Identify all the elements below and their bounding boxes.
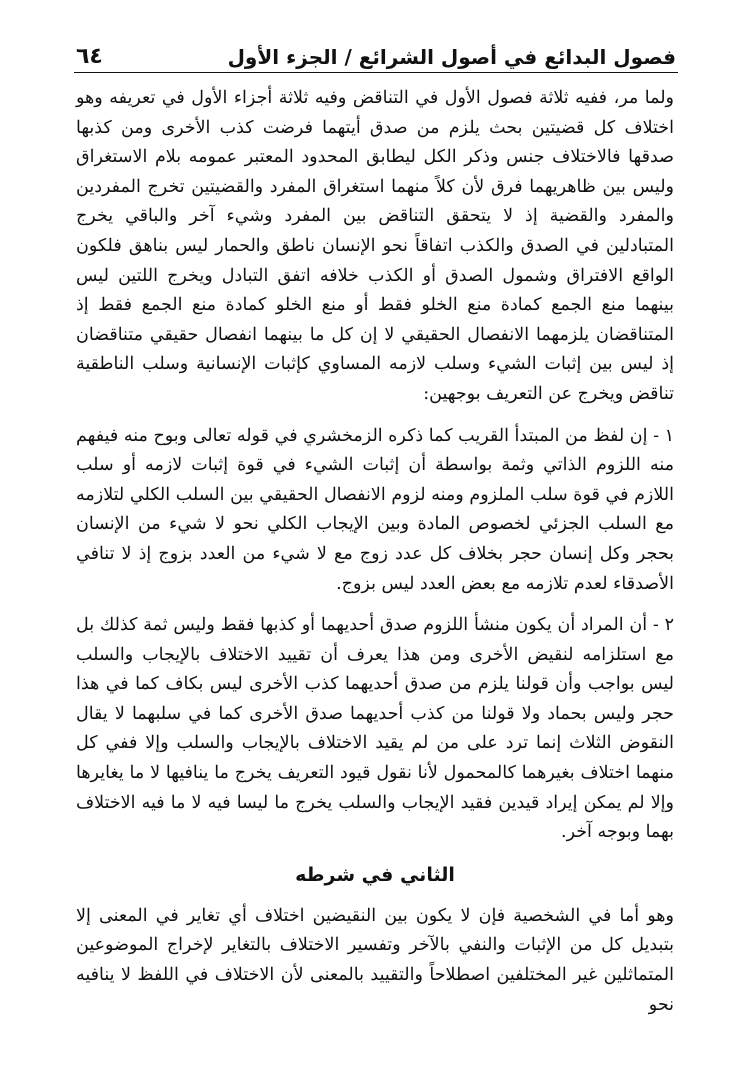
paragraph-point-1: ١ - إن لفظ من المبتدأ القريب كما ذكره الزمخشري في قوله تعالى وبوح منه فيفهم منه اللزوم الذاتي وثمة بواسطة أن إثبات الشيء في قوة إثبات لازمه أو سلب اللازم في قوة سلب الملزوم ومنه لزوم الانفصال الحقيقي بين السلب الكلي لتلازمه مع السلب الجزئي لخصوص المادة وبين الإيجاب الكلي نحو لا شيء من الإنسان بحجر وكل إنسان حجر بخلاف كل عدد زوج مع لا شيء من العدد بزوج إذ لا تنافي الأصدقاء لعدم تلازمه مع بعض العدد ليس بزوج. — [76, 425, 674, 594]
page-header — [76, 26, 676, 72]
page-number: ٦٤ — [76, 44, 103, 69]
paragraph-point-2: ٢ - أن المراد أن يكون منشأ اللزوم صدق أحديهما أو كذبها فقط وليس ثمة كذلك بل مع استلزامه لنقيض الأخرى ومن هذا يعرف أن تقييد الاختلاف بالإيجاب والسلب ليس بواجب وأن قولنا يلزم من صدق أحديهما كذب الأخرى ليس بكاف كما في هذا حجر وليس بحماد ولا قولنا من كذب أحديهما صدق الأخرى كما في سلبهما لا يقال النقوض الثلاث إنما ترد على من لم يقيد الاختلاف بالإيجاب والسلب وإلا ففي كل منهما اختلاف بغيرهما كالمحمول لأنا نقول قيود التعريف يخرج ما ينافيها لا ما يغايرها وإلا لم يمكن إيراد قيدين فقيد الإيجاب والسلب يخرج ما ليسا فيه لا ما فيه الاختلاف بهما وبوجه آخر. — [76, 615, 674, 843]
header-rule — [74, 72, 678, 73]
paragraph-section-start: وهو أما في الشخصية فإن لا يكون بين النقيضين اختلاف أي تغاير في المعنى إلا بتبديل كل من الإثبات والنفي بالآخر وتفسير الاختلاف بالتغاير لإخراج الموضوعين المتماثلين غير المختلفين اصطلاحاً والتقييد بالمعنى لأن الاختلاف في اللفظ لا ينافيه نحو — [76, 905, 674, 1015]
page-body — [76, 84, 674, 1032]
running-head: فصول البدائع في أصول الشرائع / الجزء الأول — [227, 45, 676, 69]
section-title: الثاني في شرطه — [295, 863, 455, 886]
paragraph-intro: ولما مر، ففيه ثلاثة فصول الأول في التناقض وفيه ثلاثة أجزاء الأول في تعريفه وهو اختلاف كل قضيتين بحث يلزم من صدق أيتهما فرضت كذب الأخرى ومن كذبها صدقها فالاختلاف جنس وذكر الكل ليطابق المحدود المعتبر عمومه بلام الاستغراق وليس بين ظاهريهما فرق لأن كلاً منهما استغراق المفرد والقضيتين تخرج المفردين والمفرد والقضية إذ لا يتحقق التناقض بين المفرد وشيء آخر والباقي يخرج المتبادلين في الصدق والكذب اتفاقاً نحو الإنسان ناطق والحمار ليس بناهق فلكون الواقع الافتراق وشمول الصدق أو الكذب خلافه اتفق التبادل ويخرج اللتين ليس بينهما منع الجمع كمادة منع الخلو فقط أو منع الخلو كمادة منع الجمع فقط إذ المتناقضان يلزمهما الانفصال الحقيقي لا إن كل ما بينهما انفصال حقيقي متناقضان إذ ليس بين إثبات الشيء وسلب لازمه المساوي كإثبات الإنسانية وسلب الناطقية تناقض ويخرج عن التعريف بوجهين: — [76, 88, 675, 404]
